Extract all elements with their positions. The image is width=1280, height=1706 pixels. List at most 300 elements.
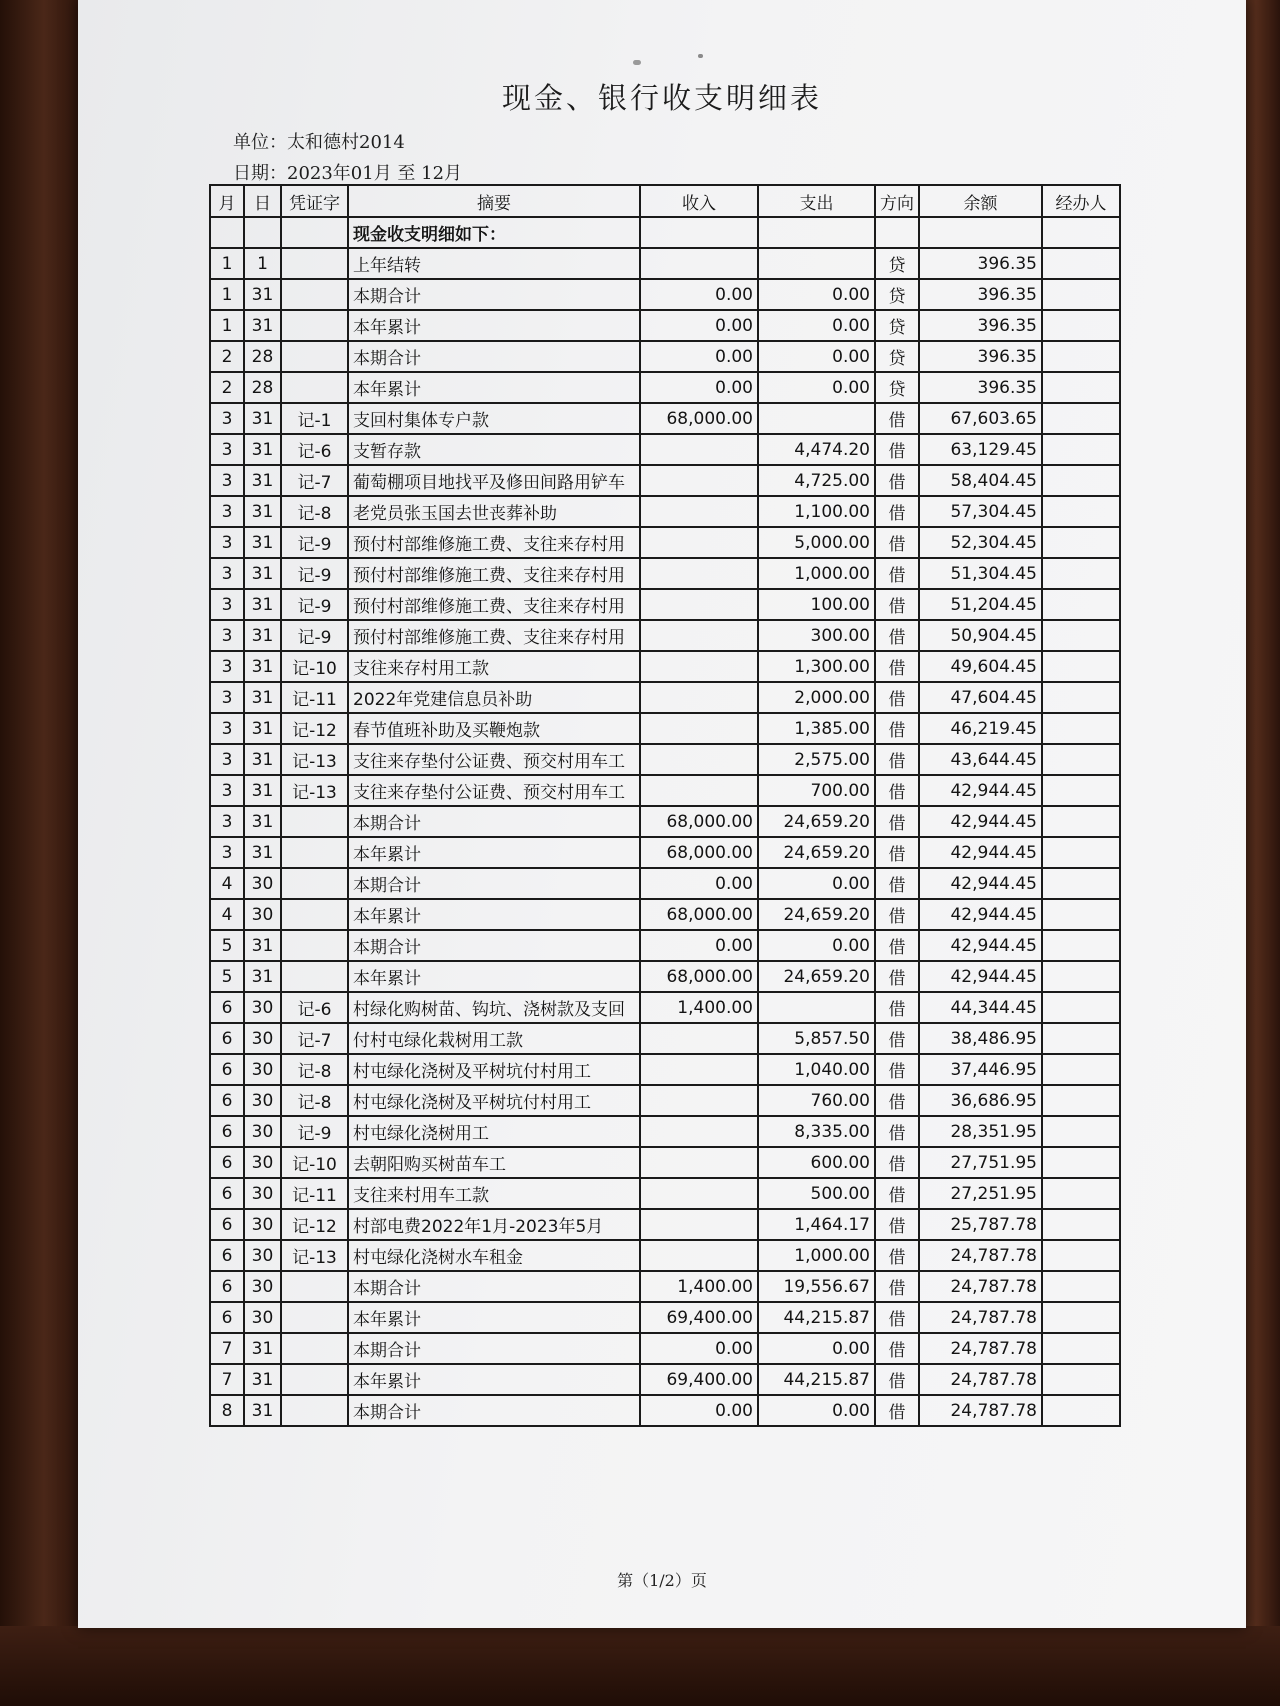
cell-expense: 44,215.87 bbox=[758, 1364, 875, 1395]
cell-balance: 46,219.45 bbox=[919, 713, 1042, 744]
cell-day: 30 bbox=[244, 1302, 281, 1333]
cell-summary: 本期合计 bbox=[348, 868, 640, 899]
cell-direction: 借 bbox=[875, 744, 919, 775]
cell-summary: 本期合计 bbox=[348, 930, 640, 961]
cell-handler bbox=[1042, 279, 1120, 310]
cell-month: 3 bbox=[210, 403, 244, 434]
cell-voucher bbox=[281, 1395, 348, 1426]
cell-handler bbox=[1042, 899, 1120, 930]
document-title: 现金、银行收支明细表 bbox=[501, 81, 822, 115]
cell-month: 4 bbox=[210, 868, 244, 899]
cell-income bbox=[640, 1023, 758, 1054]
cell-income bbox=[640, 620, 758, 651]
cell-month: 6 bbox=[210, 1302, 244, 1333]
paper-sheet bbox=[78, 0, 1246, 1628]
cell-balance: 37,446.95 bbox=[919, 1054, 1042, 1085]
cell-direction: 借 bbox=[875, 651, 919, 682]
cell-balance: 63,129.45 bbox=[919, 434, 1042, 465]
cell-expense: 300.00 bbox=[758, 620, 875, 651]
cell-income bbox=[640, 775, 758, 806]
section-row bbox=[210, 217, 1120, 248]
cell-expense: 0.00 bbox=[758, 372, 875, 403]
cell-day: 28 bbox=[244, 372, 281, 403]
cell-voucher bbox=[281, 341, 348, 372]
table-row bbox=[210, 248, 1120, 279]
cell-balance: 49,604.45 bbox=[919, 651, 1042, 682]
cell-voucher: 记-11 bbox=[281, 1178, 348, 1209]
cell-handler bbox=[1042, 837, 1120, 868]
cell-direction: 借 bbox=[875, 558, 919, 589]
paper-mark bbox=[633, 60, 641, 65]
cell-income: 68,000.00 bbox=[640, 837, 758, 868]
cell-summary: 本期合计 bbox=[348, 1395, 640, 1426]
cell-direction: 借 bbox=[875, 434, 919, 465]
cell-income: 0.00 bbox=[640, 372, 758, 403]
cell-income: 0.00 bbox=[640, 1333, 758, 1364]
cell-summary: 本年累计 bbox=[348, 1302, 640, 1333]
cell-handler bbox=[1042, 775, 1120, 806]
cell-direction: 贷 bbox=[875, 372, 919, 403]
cell-income: 0.00 bbox=[640, 279, 758, 310]
table-row bbox=[210, 1116, 1120, 1147]
cell-handler bbox=[1042, 372, 1120, 403]
cell-month: 6 bbox=[210, 1240, 244, 1271]
cell-month: 2 bbox=[210, 341, 244, 372]
cell-balance: 42,944.45 bbox=[919, 806, 1042, 837]
cell-day: 31 bbox=[244, 465, 281, 496]
cell-handler bbox=[1042, 1116, 1120, 1147]
table-row bbox=[210, 372, 1120, 403]
cell-day: 31 bbox=[244, 403, 281, 434]
cell-direction: 借 bbox=[875, 1054, 919, 1085]
cell-month: 6 bbox=[210, 1209, 244, 1240]
unit-line: 单位：太和德村2014 bbox=[233, 132, 405, 153]
cell-month: 3 bbox=[210, 744, 244, 775]
cell-expense: 0.00 bbox=[758, 930, 875, 961]
cell-month: 3 bbox=[210, 465, 244, 496]
cell-direction: 借 bbox=[875, 527, 919, 558]
cell-day: 31 bbox=[244, 558, 281, 589]
cell-handler bbox=[1042, 1147, 1120, 1178]
cell-balance: 42,944.45 bbox=[919, 775, 1042, 806]
col-header-expense: 支出 bbox=[758, 185, 875, 217]
cell-day: 31 bbox=[244, 279, 281, 310]
cell-summary: 本期合计 bbox=[348, 1271, 640, 1302]
cell-handler bbox=[1042, 930, 1120, 961]
cell-voucher: 记-10 bbox=[281, 1147, 348, 1178]
cell-handler bbox=[1042, 465, 1120, 496]
cell-day: 31 bbox=[244, 1333, 281, 1364]
cell-summary: 预付村部维修施工费、支往来存村用 bbox=[348, 620, 640, 651]
cell-income: 0.00 bbox=[640, 1395, 758, 1426]
cell-summary: 本年累计 bbox=[348, 837, 640, 868]
cell-direction: 借 bbox=[875, 992, 919, 1023]
table-row bbox=[210, 341, 1120, 372]
col-header-summary: 摘要 bbox=[348, 185, 640, 217]
cell-expense: 1,000.00 bbox=[758, 558, 875, 589]
cell-income bbox=[640, 1116, 758, 1147]
cell-day: 31 bbox=[244, 1395, 281, 1426]
cell-day: 30 bbox=[244, 1178, 281, 1209]
cell-income: 0.00 bbox=[640, 341, 758, 372]
cell-income: 68,000.00 bbox=[640, 899, 758, 930]
cell-direction: 借 bbox=[875, 1364, 919, 1395]
cell-expense: 24,659.20 bbox=[758, 806, 875, 837]
cell-summary: 本期合计 bbox=[348, 341, 640, 372]
cell-voucher bbox=[281, 899, 348, 930]
cell-direction: 借 bbox=[875, 1333, 919, 1364]
cell-summary: 本年累计 bbox=[348, 310, 640, 341]
cell-day: 30 bbox=[244, 1054, 281, 1085]
section-label: 现金收支明细如下： bbox=[348, 217, 640, 248]
cell-day: 31 bbox=[244, 651, 281, 682]
cell-income bbox=[640, 1240, 758, 1271]
cell-summary: 村屯绿化浇树及平树坑付村用工 bbox=[348, 1054, 640, 1085]
cell-month: 5 bbox=[210, 961, 244, 992]
cell-summary: 预付村部维修施工费、支往来存村用 bbox=[348, 558, 640, 589]
cell-expense: 0.00 bbox=[758, 1333, 875, 1364]
wood-background-left bbox=[0, 0, 80, 1706]
cell-handler bbox=[1042, 1395, 1120, 1426]
cell-day: 31 bbox=[244, 961, 281, 992]
cell-income bbox=[640, 496, 758, 527]
table-row bbox=[210, 279, 1120, 310]
cell-day: 31 bbox=[244, 310, 281, 341]
cell-balance: 396.35 bbox=[919, 310, 1042, 341]
cell-day: 31 bbox=[244, 930, 281, 961]
cell-day: 30 bbox=[244, 1085, 281, 1116]
cell-direction: 借 bbox=[875, 465, 919, 496]
cell-income bbox=[640, 248, 758, 279]
wood-background-bottom bbox=[0, 1626, 1280, 1706]
cell-income bbox=[640, 589, 758, 620]
cell-voucher: 记-6 bbox=[281, 434, 348, 465]
col-header-handler: 经办人 bbox=[1042, 185, 1120, 217]
cell-month: 6 bbox=[210, 1054, 244, 1085]
col-header-income: 收入 bbox=[640, 185, 758, 217]
cell-month: 6 bbox=[210, 992, 244, 1023]
cell-voucher bbox=[281, 372, 348, 403]
cell-voucher: 记-1 bbox=[281, 403, 348, 434]
cell-voucher bbox=[281, 837, 348, 868]
ledger-table bbox=[209, 184, 1121, 1427]
cell-income bbox=[640, 651, 758, 682]
cell-expense: 100.00 bbox=[758, 589, 875, 620]
cell-balance: 57,304.45 bbox=[919, 496, 1042, 527]
cell-income: 69,400.00 bbox=[640, 1364, 758, 1395]
cell-day: 30 bbox=[244, 1147, 281, 1178]
cell-direction: 借 bbox=[875, 682, 919, 713]
cell-expense: 0.00 bbox=[758, 310, 875, 341]
cell-month: 8 bbox=[210, 1395, 244, 1426]
cell-balance: 27,751.95 bbox=[919, 1147, 1042, 1178]
cell-balance: 51,304.45 bbox=[919, 558, 1042, 589]
cell-income: 1,400.00 bbox=[640, 1271, 758, 1302]
cell-summary: 老党员张玉国去世丧葬补助 bbox=[348, 496, 640, 527]
cell-month: 1 bbox=[210, 279, 244, 310]
cell-summary: 去朝阳购买树苗车工 bbox=[348, 1147, 640, 1178]
table-row bbox=[210, 1023, 1120, 1054]
cell-day: 31 bbox=[244, 1364, 281, 1395]
cell-day: 30 bbox=[244, 1116, 281, 1147]
cell-handler bbox=[1042, 1240, 1120, 1271]
cell-voucher: 记-12 bbox=[281, 713, 348, 744]
cell-balance: 58,404.45 bbox=[919, 465, 1042, 496]
cell-balance: 24,787.78 bbox=[919, 1302, 1042, 1333]
cell-expense: 600.00 bbox=[758, 1147, 875, 1178]
cell-income bbox=[640, 434, 758, 465]
cell-direction: 借 bbox=[875, 496, 919, 527]
table-row bbox=[210, 1209, 1120, 1240]
cell-voucher: 记-12 bbox=[281, 1209, 348, 1240]
cell-balance: 42,944.45 bbox=[919, 868, 1042, 899]
cell-summary: 村屯绿化浇树及平树坑付村用工 bbox=[348, 1085, 640, 1116]
cell-summary: 春节值班补助及买鞭炮款 bbox=[348, 713, 640, 744]
table-row bbox=[210, 1240, 1120, 1271]
cell-voucher: 记-13 bbox=[281, 1240, 348, 1271]
cell-direction: 贷 bbox=[875, 341, 919, 372]
table-row bbox=[210, 930, 1120, 961]
cell-day: 31 bbox=[244, 434, 281, 465]
table-row bbox=[210, 1395, 1120, 1426]
cell-month: 3 bbox=[210, 496, 244, 527]
cell-income: 69,400.00 bbox=[640, 1302, 758, 1333]
table-row bbox=[210, 682, 1120, 713]
cell-expense: 4,725.00 bbox=[758, 465, 875, 496]
cell-day: 30 bbox=[244, 1209, 281, 1240]
cell-income bbox=[640, 744, 758, 775]
table-row bbox=[210, 961, 1120, 992]
cell-handler bbox=[1042, 744, 1120, 775]
cell-voucher: 记-11 bbox=[281, 682, 348, 713]
table-row bbox=[210, 713, 1120, 744]
cell-balance: 24,787.78 bbox=[919, 1271, 1042, 1302]
cell-balance: 42,944.45 bbox=[919, 899, 1042, 930]
cell-handler bbox=[1042, 1271, 1120, 1302]
cell-day: 31 bbox=[244, 837, 281, 868]
cell-balance: 44,344.45 bbox=[919, 992, 1042, 1023]
table-row bbox=[210, 806, 1120, 837]
cell-handler bbox=[1042, 403, 1120, 434]
cell-handler bbox=[1042, 1333, 1120, 1364]
cell-handler bbox=[1042, 961, 1120, 992]
cell-direction: 借 bbox=[875, 930, 919, 961]
cell-expense: 8,335.00 bbox=[758, 1116, 875, 1147]
cell-summary: 支往来村用车工款 bbox=[348, 1178, 640, 1209]
cell-voucher: 记-6 bbox=[281, 992, 348, 1023]
cell-expense: 1,464.17 bbox=[758, 1209, 875, 1240]
cell-expense: 0.00 bbox=[758, 868, 875, 899]
cell-month: 6 bbox=[210, 1116, 244, 1147]
table-row bbox=[210, 651, 1120, 682]
cell-summary: 本年累计 bbox=[348, 1364, 640, 1395]
cell-direction: 借 bbox=[875, 1209, 919, 1240]
cell-summary: 上年结转 bbox=[348, 248, 640, 279]
cell-day: 31 bbox=[244, 527, 281, 558]
cell-income: 68,000.00 bbox=[640, 403, 758, 434]
cell-handler bbox=[1042, 992, 1120, 1023]
cell-balance: 24,787.78 bbox=[919, 1333, 1042, 1364]
cell-income: 0.00 bbox=[640, 868, 758, 899]
cell-handler bbox=[1042, 496, 1120, 527]
cell-day: 30 bbox=[244, 1240, 281, 1271]
cell-day: 1 bbox=[244, 248, 281, 279]
cell-balance: 47,604.45 bbox=[919, 682, 1042, 713]
cell-summary: 支回村集体专户款 bbox=[348, 403, 640, 434]
cell-summary: 本年累计 bbox=[348, 372, 640, 403]
table-row bbox=[210, 1147, 1120, 1178]
cell-income: 1,400.00 bbox=[640, 992, 758, 1023]
cell-income bbox=[640, 682, 758, 713]
cell-balance: 28,351.95 bbox=[919, 1116, 1042, 1147]
table-row bbox=[210, 1364, 1120, 1395]
cell-month: 4 bbox=[210, 899, 244, 930]
cell-balance: 24,787.78 bbox=[919, 1364, 1042, 1395]
cell-direction: 借 bbox=[875, 403, 919, 434]
cell-handler bbox=[1042, 434, 1120, 465]
cell-day: 30 bbox=[244, 868, 281, 899]
table-row bbox=[210, 1054, 1120, 1085]
cell-expense bbox=[758, 403, 875, 434]
table-row bbox=[210, 310, 1120, 341]
cell-expense: 760.00 bbox=[758, 1085, 875, 1116]
cell-month: 7 bbox=[210, 1333, 244, 1364]
cell-month: 6 bbox=[210, 1085, 244, 1116]
table-row bbox=[210, 868, 1120, 899]
cell-handler bbox=[1042, 248, 1120, 279]
cell-voucher: 记-9 bbox=[281, 620, 348, 651]
cell-balance: 24,787.78 bbox=[919, 1240, 1042, 1271]
cell-expense: 2,000.00 bbox=[758, 682, 875, 713]
cell-balance: 396.35 bbox=[919, 372, 1042, 403]
cell-direction: 借 bbox=[875, 1147, 919, 1178]
cell-direction: 借 bbox=[875, 837, 919, 868]
table-row bbox=[210, 1333, 1120, 1364]
cell-voucher: 记-10 bbox=[281, 651, 348, 682]
cell-day: 31 bbox=[244, 682, 281, 713]
cell-month: 6 bbox=[210, 1147, 244, 1178]
cell-handler bbox=[1042, 527, 1120, 558]
col-header-month: 月 bbox=[210, 185, 244, 217]
cell-voucher: 记-13 bbox=[281, 744, 348, 775]
cell-balance: 52,304.45 bbox=[919, 527, 1042, 558]
cell-direction: 贷 bbox=[875, 279, 919, 310]
cell-summary: 2022年党建信息员补助 bbox=[348, 682, 640, 713]
cell-handler bbox=[1042, 713, 1120, 744]
cell-income bbox=[640, 1147, 758, 1178]
cell-expense: 4,474.20 bbox=[758, 434, 875, 465]
cell-income: 68,000.00 bbox=[640, 961, 758, 992]
col-header-balance: 余额 bbox=[919, 185, 1042, 217]
cell-month: 3 bbox=[210, 775, 244, 806]
cell-day: 31 bbox=[244, 744, 281, 775]
table-row bbox=[210, 558, 1120, 589]
cell-voucher bbox=[281, 1302, 348, 1333]
cell-day: 31 bbox=[244, 496, 281, 527]
cell-expense bbox=[758, 248, 875, 279]
cell-month: 3 bbox=[210, 620, 244, 651]
cell-month: 3 bbox=[210, 527, 244, 558]
cell-month: 2 bbox=[210, 372, 244, 403]
cell-handler bbox=[1042, 651, 1120, 682]
cell-expense: 1,040.00 bbox=[758, 1054, 875, 1085]
cell-voucher bbox=[281, 1364, 348, 1395]
date-line: 日期：2023年01月 至 12月 bbox=[233, 163, 463, 184]
cell-direction: 借 bbox=[875, 775, 919, 806]
cell-summary: 村绿化购树苗、钩坑、浇树款及支回 bbox=[348, 992, 640, 1023]
cell-expense: 2,575.00 bbox=[758, 744, 875, 775]
table-row bbox=[210, 620, 1120, 651]
table-row bbox=[210, 434, 1120, 465]
cell-voucher bbox=[281, 930, 348, 961]
cell-summary: 村屯绿化浇树水车租金 bbox=[348, 1240, 640, 1271]
cell-day: 30 bbox=[244, 1023, 281, 1054]
cell-income: 0.00 bbox=[640, 310, 758, 341]
cell-direction: 借 bbox=[875, 1023, 919, 1054]
col-header-voucher: 凭证字 bbox=[281, 185, 348, 217]
cell-expense: 1,100.00 bbox=[758, 496, 875, 527]
cell-summary: 支往来存垫付公证费、预交村用车工 bbox=[348, 744, 640, 775]
cell-expense: 1,300.00 bbox=[758, 651, 875, 682]
cell-balance: 25,787.78 bbox=[919, 1209, 1042, 1240]
table-row bbox=[210, 496, 1120, 527]
cell-month: 6 bbox=[210, 1271, 244, 1302]
cell-income bbox=[640, 1178, 758, 1209]
cell-voucher: 记-7 bbox=[281, 465, 348, 496]
table-row bbox=[210, 1302, 1120, 1333]
cell-voucher bbox=[281, 279, 348, 310]
cell-day: 30 bbox=[244, 992, 281, 1023]
cell-handler bbox=[1042, 620, 1120, 651]
page-footer: 第（1/2）页 bbox=[617, 1571, 707, 1590]
cell-balance: 396.35 bbox=[919, 341, 1042, 372]
cell-day: 31 bbox=[244, 775, 281, 806]
cell-month: 5 bbox=[210, 930, 244, 961]
cell-expense: 24,659.20 bbox=[758, 961, 875, 992]
cell-handler bbox=[1042, 682, 1120, 713]
cell-month: 3 bbox=[210, 806, 244, 837]
cell-expense: 19,556.67 bbox=[758, 1271, 875, 1302]
cell-balance: 42,944.45 bbox=[919, 837, 1042, 868]
cell-direction: 借 bbox=[875, 1240, 919, 1271]
cell-direction: 借 bbox=[875, 1302, 919, 1333]
cell-month: 1 bbox=[210, 248, 244, 279]
table-row bbox=[210, 1178, 1120, 1209]
cell-balance: 38,486.95 bbox=[919, 1023, 1042, 1054]
cell-voucher bbox=[281, 248, 348, 279]
cell-expense: 24,659.20 bbox=[758, 837, 875, 868]
cell-voucher bbox=[281, 868, 348, 899]
col-header-direction: 方向 bbox=[875, 185, 919, 217]
cell-summary: 本年累计 bbox=[348, 899, 640, 930]
cell-income: 68,000.00 bbox=[640, 806, 758, 837]
cell-handler bbox=[1042, 1023, 1120, 1054]
cell-direction: 借 bbox=[875, 1178, 919, 1209]
cell-summary: 支往来存村用工款 bbox=[348, 651, 640, 682]
cell-voucher: 记-9 bbox=[281, 527, 348, 558]
cell-expense: 5,000.00 bbox=[758, 527, 875, 558]
cell-direction: 借 bbox=[875, 713, 919, 744]
cell-balance: 50,904.45 bbox=[919, 620, 1042, 651]
cell-expense bbox=[758, 992, 875, 1023]
cell-income bbox=[640, 713, 758, 744]
cell-voucher bbox=[281, 806, 348, 837]
cell-day: 28 bbox=[244, 341, 281, 372]
cell-voucher bbox=[281, 310, 348, 341]
cell-summary: 本年累计 bbox=[348, 961, 640, 992]
cell-direction: 借 bbox=[875, 589, 919, 620]
cell-day: 31 bbox=[244, 620, 281, 651]
